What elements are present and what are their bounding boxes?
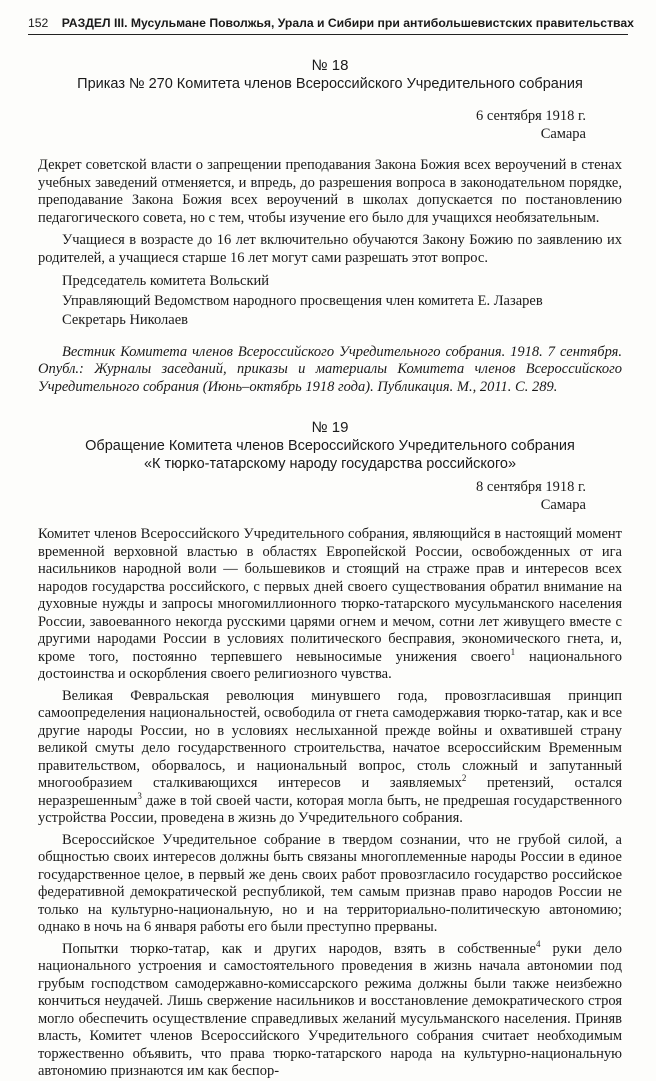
doc19-paragraph-2 xyxy=(38,688,622,828)
doc19-p2-text-c: даже в той своей части, которая могла быть, не предрешая государственного устройства России, проведена в жизнь до Учредительного собрания. xyxy=(38,792,622,826)
doc19-number: № 19 xyxy=(311,419,349,436)
doc19-p2-text-b: претензий, остался неразрешенным xyxy=(38,775,622,809)
doc19-place: Самара xyxy=(540,496,586,513)
doc19-title-line-2: «К тюрко-татарскому народу государства российского» xyxy=(143,456,517,472)
footnote-ref-1[interactable]: 1 xyxy=(510,646,516,657)
doc18-dateline xyxy=(38,108,622,143)
doc19-date: 8 сентября 1918 г. xyxy=(476,479,586,495)
doc18-title: Приказ № 270 Комитета членов Всероссийского Учредительного собрания xyxy=(77,76,583,92)
doc19-p4-text-b: руки дело национального устроения и самостоятельного проведения в жизнь начала автономии под грубым господством самодержавно-комиссарского режима должны были также неизбежно кончиться неудачей. Лишь свержение насильников и восстановление демократического строя могло обеспечить осуществление справедливых желаний мусульманского населения. Приняв власть, Комитет членов Всероссийского Учредительного собрания считает необходимым торжественно объявить, что права тюрко-татарского народа на культурно-национальную автономию признаются им как беспор- xyxy=(38,940,622,1079)
page-number: 152 xyxy=(28,16,49,30)
doc18-place: Самара xyxy=(540,125,586,142)
doc18-signature-secretary: Секретарь Николаев xyxy=(62,312,189,328)
doc18-paragraph-2: Учащиеся в возрасте до 16 лет включительно обучаются Закону Божию по заявлению их родителей, а учащиеся старше 16 лет могут сами разрешать этот вопрос. xyxy=(38,232,622,266)
section-title: РАЗДЕЛ III. Мусульмане Поволжья, Урала и Сибири при антибольшевистских правительствах xyxy=(61,16,634,30)
doc18-signature-education: Управляющий Ведомством народного просвещения член комитета Е. Лазарев xyxy=(62,292,543,309)
doc18-signature-chair: Председатель комитета Вольский xyxy=(62,273,270,289)
doc19-paragraph-3: Всероссийское Учредительное собрание в твердом сознании, что не грубой силой, а общностью своих интересов должны быть связаны многоплеменные народы России в единое государственное целое, в первый же день своих работ провозгласило государство российское федеративной демократической республикой, тем самым признав право народов России не только на культурно-национальную, но и на территориально-политическую автономию; однако в ночь на 6 января работы его были преступно прерваны. xyxy=(38,831,622,935)
document-19 xyxy=(38,418,622,1081)
doc19-paragraph-4 xyxy=(38,938,622,1081)
doc19-paragraph-1 xyxy=(38,526,622,684)
footnote-ref-2[interactable]: 2 xyxy=(461,773,467,784)
doc19-p1-text-b: национального достоинства и оскорбления своего религиозного чувства. xyxy=(38,648,622,682)
running-header xyxy=(28,16,634,35)
footnote-ref-4[interactable]: 4 xyxy=(535,938,541,949)
doc18-date: 6 сентября 1918 г. xyxy=(476,108,586,124)
doc18-paragraph-1: Декрет советской власти о запрещении преподавания Закона Божия всех вероучений в стенах учебных заведений отменяется, и впредь, до разрешения вопроса в законодательном порядке, преподавание Закона Божия всех вероучений в школах допускается по постановлению педагогического совета, но с тем, чтобы изучение его было для учащихся необязательным. xyxy=(38,157,622,226)
doc19-dateline xyxy=(38,479,622,514)
doc18-number: № 18 xyxy=(311,57,349,74)
footnote-ref-3[interactable]: 3 xyxy=(137,790,142,801)
doc18-source-citation: Вестник Комитета членов Всероссийского Учредительного собрания. 1918. 7 сентября. Опубл.: Журналы заседаний, приказы и материалы Комитета членов Всероссийского Учредительного собрания (Июнь–октябрь 1918 года). Публикация. М., 2011. С. 289. xyxy=(38,343,622,395)
doc19-p4-text-a: Попытки тюрко-татар, как и других народов, взять в собственные xyxy=(62,940,536,957)
doc19-p2-text-a: Великая Февральская революция минувшего года, провозгласившая принцип самоопределения национальностей, освободила от гнета самодержавия тюрко-татар, как и все другие народы России, но в условиях неслыханной прежде войны и охватившей страну великой смуты дело государственного строительства, начатое всероссийским Временным правительством, оборвалось, и национальный вопрос, столь сложный и запутанный многообразием сталкивающихся интересов и заявляемых xyxy=(38,687,622,791)
doc19-title-line-1: Обращение Комитета членов Всероссийского Учредительного собрания xyxy=(85,438,575,454)
doc19-p1-text-a: Комитет членов Всероссийского Учредительного собрания, являющийся в настоящий момент временной верховной властью в областях Европейской России, освобожденных от ига насильников народной воли — большевиков и стоящий на страже прав и интересов всех народов государства российского, с первых дней своего существования обратил внимание на духовные нужды и запросы многомиллионного тюрко-татарского мусульманского населения России, завоеванного некогда русскими царями огнем и мечом, сотни лет живущего вместе с другими народами России в условиях политического бесправия, экономического гнета, и, кроме того, постоянно терпевшего невыносимые унижения своего xyxy=(38,526,622,665)
document-18 xyxy=(38,56,622,396)
